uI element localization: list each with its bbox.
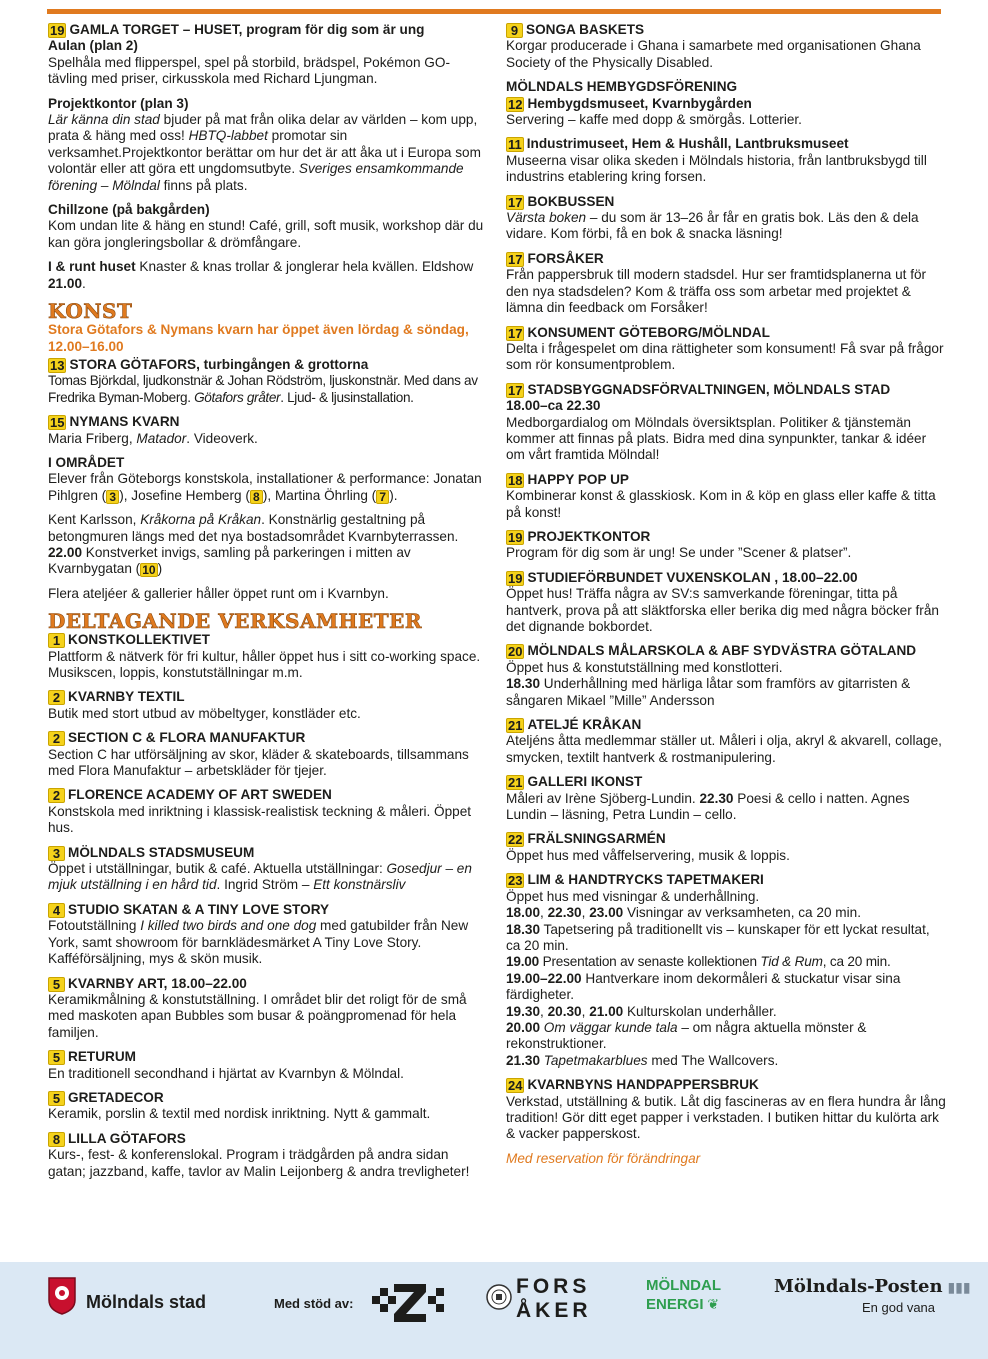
map-number-badge: 23: [508, 873, 523, 889]
entry-handpappersbruk: 24 KVARNBYNS HANDPAPPERSBRUK Verkstad, utställning & butik. Låt dig fascineras av en flera hundra år lång tradition! Gör ditt eget papper i verkstaden. I butiken hittar du kulörta ark & vacker papperskost.: [506, 1077, 946, 1142]
entry-studio-skatan: 4 STUDIO SKATAN & A TINY LOVE STORY Fotoutställning I killed two birds and one dog med gatubilder från New York, samt showroom för barnklädesmärket A Tiny Love Story. Kafféförsäljning, mys & skön musik.: [48, 901, 469, 967]
map-number-badge: 17: [508, 382, 523, 398]
map-number-badge: 13: [50, 357, 65, 373]
map-number-badge: 9: [506, 23, 523, 38]
entry-flera-ateljeer: Flera ateljéer & gallerier håller öppet runt om i Kvarnbyn.: [48, 585, 389, 601]
map-number-badge: 8: [250, 490, 263, 504]
entry-subtitle: Aulan (plan 2): [48, 38, 138, 54]
map-number-badge: 19: [508, 570, 523, 586]
entry-bokbussen: 17 BOKBUSSEN Värsta boken – du som är 13–26 år får en gratis bok. Läs den & dela vidare. Kom förbi, få en bok & snacka läsning!: [506, 193, 919, 242]
forsaker-logo-text: FORS ÅKER: [516, 1275, 592, 1322]
map-number-badge: 4: [48, 903, 65, 918]
section-heading-konst: KONST: [48, 299, 133, 324]
map-number-badge: 11: [508, 137, 522, 153]
konst-subheading: Stora Götafors & Nymans kvarn har öppet även lördag & söndag, 12.00–16.00: [48, 322, 469, 354]
map-number-badge: 2: [48, 731, 65, 746]
entry-text: Spelhåla med flipperspel, spel på storbild, brädspel, Pokémon GO-tävling med priser, cirkusskola med Richard Ljungman.: [48, 54, 450, 87]
map-number-badge: 10: [142, 563, 156, 578]
map-number-badge: 3: [48, 846, 65, 861]
map-number-badge: 19: [50, 23, 65, 38]
reservation-note: Med reservation för förändringar: [506, 1150, 701, 1166]
posten-tagline: En god vana: [862, 1300, 936, 1315]
z-logo-icon: [372, 1280, 446, 1326]
map-number-badge: 21: [508, 775, 523, 791]
entry-songa-baskets: 9 SONGA BASKETS Korgar producerade i Ghana i samarbete med organisationen Ghana Society of the Physically Disabled.: [506, 22, 921, 70]
entry-forsaker: 17 FORSÅKER Från pappersbruk till modern stadsdel. Hur ser framtidsplanerna ut för den nya stadsdelen? Kom & träffa oss som arbetar med projektet & lämna din feedback om Forsåker!: [506, 250, 927, 316]
map-number-badge: 5: [48, 1050, 65, 1065]
map-number-badge: 24: [508, 1078, 523, 1094]
entry-florence-academy: 2 FLORENCE ACADEMY OF ART SWEDEN Konstskola med inriktning i klassisk-realistisk teckning & måleri. Öppet hus.: [48, 787, 472, 836]
map-number-badge: 3: [106, 490, 119, 504]
entry-stadsmuseum: 3 MÖLNDALS STADSMUSEUM Öppet i utställningar, butik & café. Aktuella utställningar: Gosedjur – en mjuk utställning i en hård tid. Ingrid Ström – Ett konstnärsliv: [48, 844, 472, 893]
left-column: [48, 22, 488, 1188]
map-number-badge: 17: [508, 325, 523, 341]
entry-title: Projektkontor (plan 3): [48, 95, 189, 111]
entry-stadsbyggnad: 17 STADSBYGGNADSFÖRVALTNINGEN, MÖLNDALS STAD 18.00–ca 22.30 Medborgardialog om Mölndals översiktsplan. Politiker & tjänstemän kommer att finnas på plats. Bidra med dina synpunkter, tankar & idéer om vårt framtida Mölndal!: [506, 381, 927, 463]
map-number-badge: 2: [48, 690, 65, 705]
entry-lilla-gotafors: 8 LILLA GÖTAFORS Kurs-, fest- & konferenslokal. Program i trädgården på andra sidan gatan; jazzband, kaffe, tavlor av Malin Leijonberg & andra trevligheter!: [48, 1130, 470, 1179]
entry-title: Chillzone (på bakgården): [48, 202, 210, 218]
entry-konsument: 17 KONSUMENT GÖTEBORG/MÖLNDAL Delta i frågespelet om dina rättigheter som konsument! Få svar på frågor som rör konsumentproblem.: [506, 324, 944, 373]
entry-happy-pop-up: 18 HAPPY POP UP Kombinerar konst & glasskiosk. Kom in & köp en glass eller kaffe & titta på konst!: [506, 471, 936, 520]
map-number-badge: 19: [508, 529, 523, 545]
map-number-badge: 12: [508, 96, 523, 112]
entry-stora-gotafors: 13 STORA GÖTAFORS, turbingången & grottorna Tomas Björkdal, ljudkonstnär & Johan Rödström, ljuskonstnär. Med dans av Fredrika Byman-Moberg. Götafors gråter. Ljud- & ljusinstallation.: [48, 356, 478, 405]
hembygdsforening-heading: MÖLNDALS HEMBYGDSFÖRENING: [506, 79, 738, 95]
entry-konstkollektivet: 1 KONSTKOLLEKTIVET Plattform & nätverk för fri kultur, håller öppet hus i sitt co-working space. Musikscen, loppis, konstutställningar m.m.: [48, 632, 481, 680]
entry-text: Kom undan lite & häng en stund! Café, grill, soft musik, workshop där du kan göra jongleringsbollar & drömfångare.: [48, 218, 484, 250]
entry-returum: 5 RETURUM En traditionell secondhand i hjärtat av Kvarnbyn & Mölndal.: [48, 1049, 404, 1081]
map-number-badge: 17: [508, 251, 523, 267]
entry-title: GAMLA TORGET – HUSET, program för dig som är ung: [69, 22, 425, 37]
map-number-badge: 8: [48, 1132, 65, 1147]
map-number-badge: 20: [508, 644, 523, 660]
entry-kvarnby-textil: 2 KVARNBY TEXTIL Butik med stort utbud av möbeltyger, konstläder etc.: [48, 689, 361, 721]
entry-gamla-torget: [48, 22, 488, 88]
entry-kent-karlsson: Kent Karlsson, Kråkorna på Kråkan. Konstnärlig gestaltning på betongmuren längs med det nya bostadsområdet Kvarnbyterrassen. 22.00 Konstverket invigs, samling på parkeringen i mitten av Kvarnbygatan ( 10 ): [48, 512, 459, 578]
entry-gretadecor: 5 GRETADECOR Keramik, porslin & textil med nordisk inriktning. Nytt & gammalt.: [48, 1089, 431, 1122]
forsaker-seal-icon: [486, 1284, 512, 1310]
top-accent-bar: [47, 9, 941, 14]
section-heading-deltagande: DELTAGANDE VERKSAMHETER: [48, 609, 423, 634]
entry-kvarnby-art: 5 KVARNBY ART, 18.00–22.00 Keramikmålning & konstutställning. I området blir det roligt för de små med maskoten apan Bubbles som busar & poängpromenad för hela familjen.: [48, 975, 467, 1040]
molndal-crest-icon: [47, 1276, 77, 1316]
entry-projektkontor-right: 19 PROJEKTKONTOR Program för dig som är ung! Se under ”Scener & platser”.: [506, 528, 852, 561]
sponsor-footer: [0, 1262, 988, 1359]
entry-chillzone: [48, 202, 488, 251]
map-number-badge: 7: [376, 490, 389, 504]
map-number-badge: 15: [50, 415, 65, 431]
entry-i-omradet: I OMRÅDET Elever från Göteborgs konstskola, installationer & performance: Jonatan Pihlgren ( 3 ), Josefine Hemberg ( 8 ), Martina Öhrling ( 7 ).: [48, 454, 482, 504]
bars-icon: ▮▮▮: [942, 1280, 971, 1296]
map-number-badge: 17: [508, 194, 523, 210]
right-column: [506, 22, 946, 1167]
entry-vuxenskolan: 19 STUDIEFÖRBUNDET VUXENSKOLAN , 18.00–22.00 Öppet hus! Träffa några av SV:s samverkande föreningar, titta på hantverk, prova på att släktforska eller berika dig med några böcker från det dignande bokbordet.: [506, 569, 939, 634]
map-number-badge: 5: [48, 977, 65, 992]
entry-industrimuseet: 11 Industrimuseet, Hem & Hushåll, Lantbruksmuseet Museerna visar olika skeden i Mölndals historia, från lantbruksbygd till industrins etablering kring forsen.: [506, 136, 927, 185]
map-number-badge: 1: [48, 633, 65, 648]
entry-projektkontor: [48, 96, 488, 194]
molndal-energi-logo: MÖLNDAL ENERGI ❦: [646, 1277, 721, 1313]
entry-atelje-krakan: 21 ATELJÉ KRÅKAN Ateljéns åtta medlemmar ställer ut. Måleri i olja, akryl & akvarell, collage, smycken, textilt hantverk & rostmanipulering.: [506, 717, 942, 765]
map-number-badge: 5: [48, 1091, 65, 1106]
entry-fralsningsarmen: 22 FRÄLSNINGSARMÉN Öppet hus med våffelservering, musik & loppis.: [506, 831, 790, 863]
entry-nymans-kvarn: 15 NYMANS KVARN Maria Friberg, Matador. Videoverk.: [48, 414, 258, 446]
entry-hembygdsmuseet: 12 Hembygdsmuseet, Kvarnbygården Servering – kaffe med dopp & smörgås. Lotterier.: [506, 95, 802, 128]
entry-tapetmakeri: 23 LIM & HANDTRYCKS TAPETMAKERI Öppet hus med visningar & underhållning. 18.00, 22.30, 23.00 Visningar av verksamheten, ca 20 min. 18.30 Tapetsering på traditionellt vis – kunskaper för ett lyckat resultat, ca 20 min. 19.00 Presentation av senaste kollektionen Tid & Rum, ca 20 min. 19.00–22.00 Hantverkare inom dekormåleri & stuckatur visar sina färdigheter. 19.30, 20.30, 21.00 Kulturskolan underhåller. 20.00 Om väggar kunde tala – om några aktuella mönster & rekonstruktioner. 21.30 Tapetmakarblues med The Wallcovers.: [506, 872, 930, 1068]
entry-text: Lär känna din stad bjuder på mat från olika delar av världen – kom upp, prata & häng med oss! HBTQ-labbet promotar sin verksamhet.Projektkontor berättar om hur det är att åka ut i Europa som volontär eller att göra ett ungdomsutbyte. Sveriges ensamkommande förening – Mölndal finns på plats.: [48, 112, 481, 193]
molndals-posten-logo: Mölndals-Posten ▮▮▮: [774, 1276, 971, 1297]
map-number-badge: 21: [508, 718, 523, 734]
entry-runt-huset: I & runt huset Knaster & knas trollar & jonglerar hela kvällen. Eldshow 21.00.: [48, 259, 474, 291]
entry-section-c: 2 SECTION C & FLORA MANUFAKTUR Section C har utförsäljning av skor, kläder & skateboards, tillsammans med Flora Manufaktur – arbetskläder för tjejer.: [48, 730, 469, 779]
map-number-badge: 18: [508, 472, 523, 488]
leaf-icon: ❦: [703, 1296, 720, 1312]
entry-galleri-ikonst: 21 GALLERI IKONST Måleri av Irène Sjöberg-Lundin. 22.30 Poesi & cello i natten. Agnes Lundin – läsning, Petra Lundin – cello.: [506, 774, 910, 823]
map-number-badge: 2: [48, 788, 65, 803]
map-number-badge: 22: [508, 832, 523, 848]
entry-malarskola: 20 MÖLNDALS MÅLARSKOLA & ABF SYDVÄSTRA GÖTALAND Öppet hus & konstutställning med konstlotteri. 18.30 Underhållning med härliga låtar som framförs av gitarristen & sångaren Mikael ”Mille” Andersson: [506, 643, 917, 708]
support-label: Med stöd av:: [274, 1296, 354, 1311]
molndals-stad-logo-text: Mölndals stad: [86, 1292, 207, 1312]
